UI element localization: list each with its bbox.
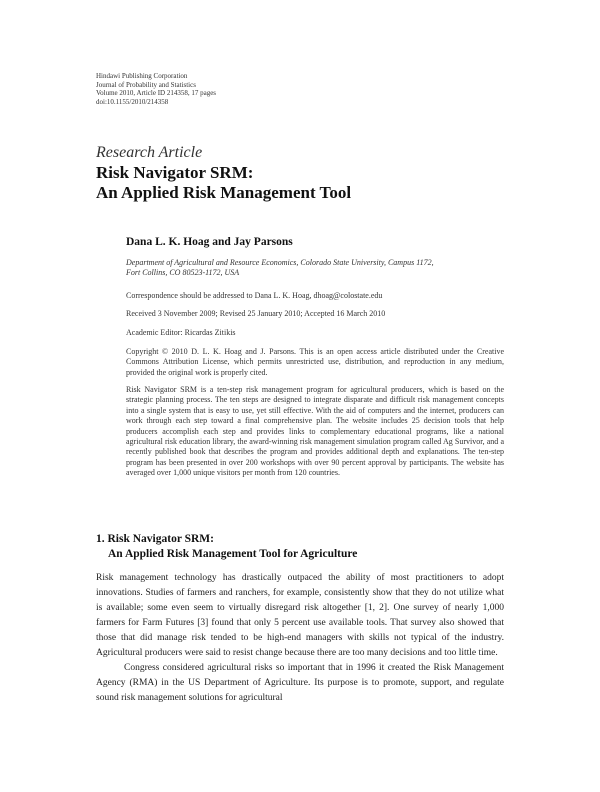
body-paragraph-1: Risk management technology has drastically outpaced the ability of most practitioners to adopt innovations. Studies of farmers and ranchers, for example, consistently show that they do not utilize what is available; some even seem to virtually disregard risk altogether [1, 2]. One survey of nearly 1,000 farmers for Farm Futures [3] found that only 5 percent use available tools. That survey also showed that those that did manage risk tended to be high-end managers with skills not typical of the industry. Agricultural producers were said to resist change because there are too many decisions and too little time. [96, 573, 504, 658]
affiliation-line-1: Department of Agricultural and Resource Economics, Colorado State University, Campus 1172, [126, 258, 434, 267]
authors: Dana L. K. Hoag and Jay Parsons [126, 236, 293, 248]
publisher-line: Hindawi Publishing Corporation [96, 72, 188, 80]
body-paragraph-2: Congress considered agricultural risks so important that in 1996 it created the Risk Management Agency (RMA) in the US Department of Agriculture. Its purpose is to promote, support, and regulate sound risk management solutions for agricultural [96, 663, 504, 703]
title-line-1: Risk Navigator SRM: [96, 163, 254, 182]
journal-line: Journal of Probability and Statistics [96, 80, 196, 89]
volume-line: Volume 2010, Article ID 214358, 17 pages [96, 89, 217, 98]
section-heading-line-2: An Applied Risk Management Tool for Agriculture [108, 548, 358, 560]
article-title [96, 163, 351, 203]
journal-header [96, 72, 216, 106]
academic-editor: Academic Editor: Ricardas Zitikis [126, 328, 236, 337]
submission-dates: Received 3 November 2009; Revised 25 January 2010; Accepted 16 March 2010 [126, 309, 386, 318]
affiliation [126, 258, 504, 279]
correspondence: Correspondence should be addressed to Dana L. K. Hoag, dhoag@colostate.edu [126, 291, 383, 300]
section-heading [96, 532, 357, 562]
affiliation-line-2: Fort Collins, CO 80523-1172, USA [126, 268, 240, 278]
section-body [96, 571, 504, 706]
doi-line: doi:10.1155/2010/214358 [96, 97, 169, 106]
section-heading-line-1: 1. Risk Navigator SRM: [96, 533, 214, 545]
article-type: Research Article [96, 144, 203, 161]
copyright-notice: Copyright © 2010 D. L. K. Hoag and J. Parsons. This is an open access article distributed under the Creative Commons Attribution License, which permits unrestricted use, distribution, and reproduction in any medium, provided the original work is properly cited. [126, 347, 504, 377]
abstract: Risk Navigator SRM is a ten-step risk management program for agricultural producers, which is based on the strategic planning process. The ten steps are designed to integrate disparate and difficult risk management concepts into a single system that is easy to use, yet still effective. With the aid of computers and the internet, producers can work through each step toward a final comprehensive plan. The website includes 25 decision tools that help producers accomplish each step and provides links to complementary educational programs, like a national agricultural risk education library, the award-winning risk management simulation program called Ag Survivor, and a recently published book that describes the program and provides additional depth and explanations. The ten-step program has been presented in over 200 workshops with over 90 percent approval by participants. The website has averaged over 1,000 unique visitors per month from 120 countries. [126, 385, 504, 478]
title-line-2: An Applied Risk Management Tool [96, 183, 352, 202]
